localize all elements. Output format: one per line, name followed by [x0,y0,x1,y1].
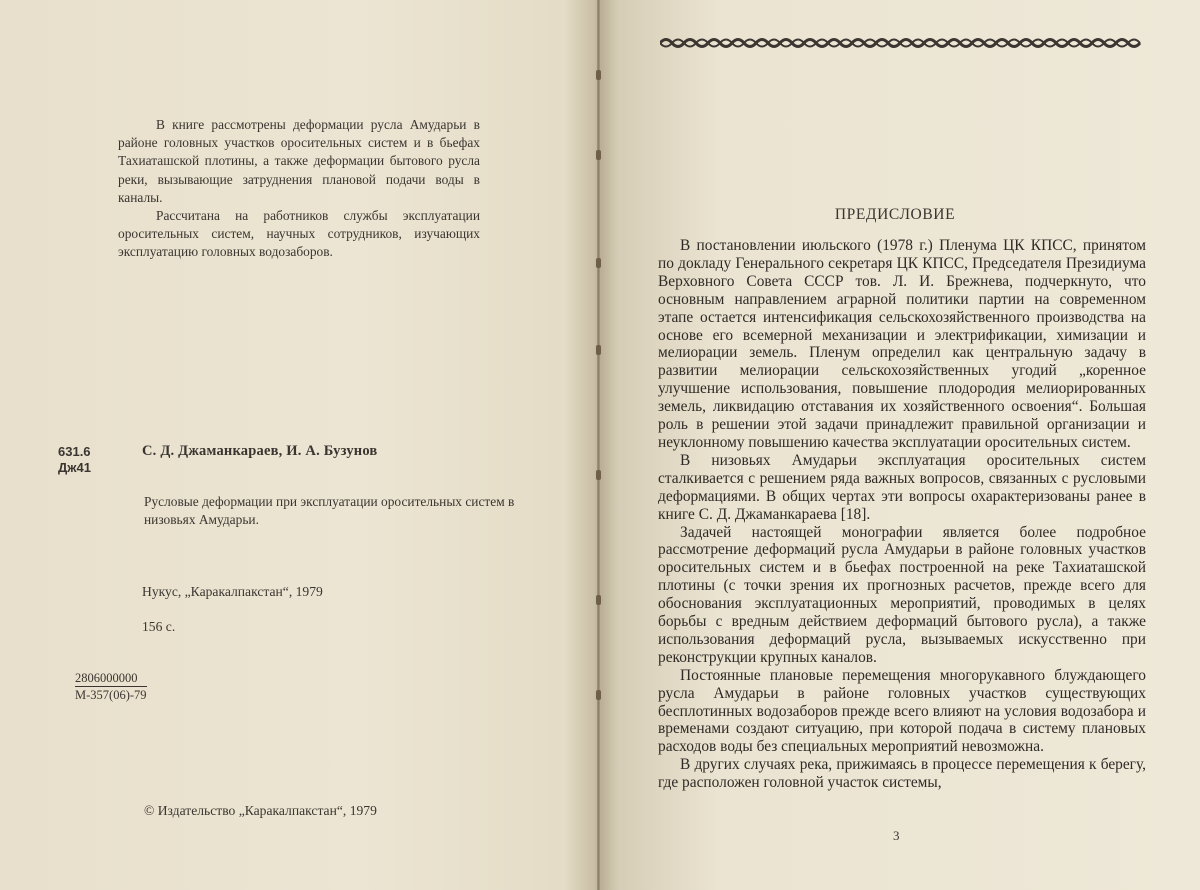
binding-stitch [596,345,601,355]
preface-paragraph: В постановлении июльского (1978 г.) Пленума ЦК КПСС, принятом по докладу Генерального секретаря ЦК КПСС, Председателя Президиума Верховного Совета СССР тов. Л. И. Брежнева, подчеркнуто, что основным направлением аграрной политики партии на современном этапе остается интенсификация сельскохозяйственного производства на основе его всемерной механизации и электрификации, химизации и мелиорации земель. Пленум определил как центральную задачу в развитии мелиорации сельскохозяйственных угодий „коренное улучшение использования, повышение плодородия мелиорированных земель, ликвидацию отставания их хозяйственного освоения“. Большая роль в решении этой задачи принадлежит правильной организации и неуклонному повышению качества эксплуатации оросительных систем. [658,237,1146,451]
decorative-rule-icon [660,36,1145,50]
author-mark: Дж41 [58,460,91,475]
catalog-code [75,670,147,703]
book-gutter [597,0,600,890]
catalog-code-denominator: М-357(06)-79 [75,688,147,702]
udc-code: 631.6 [58,444,91,459]
authors: С. Д. Джаманкараев, И. А. Бузунов [142,443,378,459]
preface-paragraph: В других случаях река, прижимаясь в процессе перемещения к берегу, где расположен головной участок системы, [658,756,1146,792]
imprint: Нукус, „Каракалпакстан“, 1979 [142,584,323,599]
preface-paragraph: Постоянные плановые перемещения многорукавного блуждающего русла Амударьи в районе головных участков существующих бесплотинных водозаборов прежде всего влияют на условия водозабора и временами создают ситуацию, при которой подача в систему плановых расходов воды без специальных мероприятий невозможна. [658,666,1146,756]
classification-codes [58,444,91,476]
catalog-code-numerator: 2806000000 [75,670,147,687]
annotation-paragraph: В книге рассмотрены деформации русла Амударьи в районе головных участков оросительных систем и в бьефах Тахиаташской плотины, а также деформации бытового русла реки, вызывающие затруднения плановой подачи воды в каналы. [118,117,480,205]
binding-stitch [596,470,601,480]
book-annotation [118,116,480,262]
annotation-paragraph: Рассчитана на работников службы эксплуатации оросительных систем, научных сотрудников, изучающих эксплуатацию головных водозаборов. [118,208,480,260]
preface-text [658,237,1146,792]
page-number: 3 [893,828,900,843]
binding-stitch [596,150,601,160]
binding-stitch [596,258,601,268]
binding-stitch [596,70,601,80]
preface-paragraph: Задачей настоящей монографии является более подробное рассмотрение деформаций русла Амударьи в районе головных участков оросительных систем и в бьефах построенной на реке Тахиаташской плотины (с точки зрения их прогнозных расчетов, прежде всего для обоснования эксплуатационных мероприятий, проводимых в целях борьбы с вредным действием деформаций бытового русла), а также использования деформаций русла, вызываемых искусственно при реконструкции крупных каналов. [658,523,1146,666]
binding-stitch [596,595,601,605]
page-heading: ПРЕДИСЛОВИЕ [834,206,956,223]
copyright-notice: © Издательство „Каракалпакстан“, 1979 [144,803,377,818]
preface-paragraph: В низовьях Амударьи эксплуатация оросительных систем сталкивается с решением ряда важных вопросов, связанных с русловыми деформациями. В общих чертах эти вопросы охарактеризованы ранее в книге С. Д. Джаманкараева [18]. [658,451,1146,523]
binding-stitch [596,690,601,700]
book-title: Русловые деформации при эксплуатации оросительных систем в низовьях Амударьи. [144,494,515,527]
page-count: 156 с. [142,619,176,634]
